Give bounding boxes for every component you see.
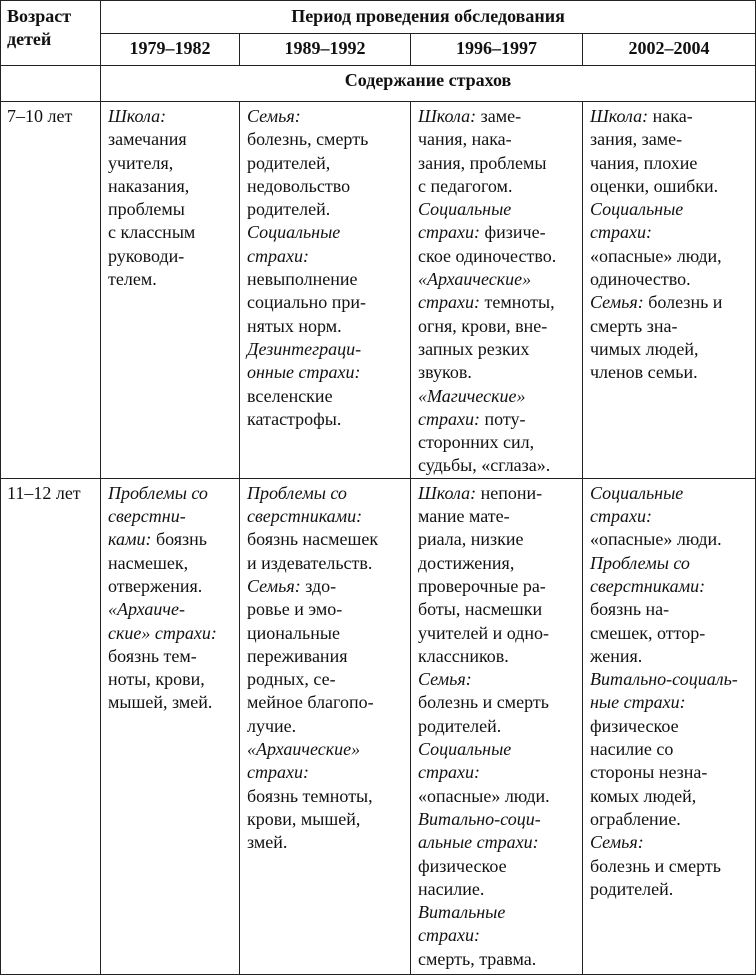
fear-text: родителей.	[590, 878, 674, 899]
cell-line	[590, 268, 751, 291]
cell-line	[418, 431, 578, 454]
fear-text: вселенские	[247, 385, 333, 406]
fear-text: мейное благопо-	[247, 692, 374, 713]
fear-text: учителя,	[108, 152, 174, 173]
fear-text: телем.	[108, 269, 157, 290]
fear-text: смешек, оттор-	[590, 622, 706, 643]
cell-line	[590, 622, 751, 645]
category-label: Социальные	[418, 199, 512, 220]
cell-line	[108, 198, 235, 221]
cell-line	[590, 575, 751, 598]
fear-text: отвержения.	[108, 575, 203, 596]
cell-line	[590, 128, 751, 151]
year-header: 2002–2004	[583, 34, 756, 66]
fears-cell	[411, 102, 583, 479]
age-cell: 7–10 лет	[1, 102, 101, 479]
cell-line	[418, 454, 578, 477]
cell-line	[590, 831, 751, 854]
fear-text: чания, нака-	[418, 129, 512, 150]
fear-text: ское одиночество.	[418, 245, 557, 266]
cell-line	[418, 268, 578, 291]
cell-line	[590, 878, 751, 901]
category-label: сверстниками:	[247, 506, 363, 527]
cell-line	[418, 528, 578, 551]
cell-line	[590, 505, 751, 528]
cell-line	[247, 482, 406, 505]
cell-line	[108, 575, 235, 598]
fear-text: комых людей,	[590, 785, 697, 806]
fear-text: судьбы, «сглаза».	[418, 455, 551, 476]
fear-text: непони-	[476, 482, 543, 503]
category-label: Дезинтеграци-	[247, 338, 362, 359]
fear-text: звуков.	[418, 362, 472, 383]
fears-cell	[240, 102, 411, 479]
cell-line	[590, 738, 751, 761]
cell-line	[247, 245, 406, 268]
fear-text: лучие.	[247, 715, 297, 736]
fear-text: ограбление.	[590, 808, 681, 829]
cell-line	[590, 645, 751, 668]
header-row-fears	[1, 66, 756, 102]
category-label: онные страхи:	[247, 362, 361, 383]
cell-line	[418, 198, 578, 221]
fear-text: наказания,	[108, 175, 190, 196]
cell-line	[108, 552, 235, 575]
fear-text: сторонних сил,	[418, 432, 535, 453]
cell-line	[247, 152, 406, 175]
cell-line	[418, 598, 578, 621]
fear-text: классников.	[418, 645, 509, 666]
cell-line	[590, 221, 751, 244]
cell-line	[247, 808, 406, 831]
header-row-years	[1, 34, 756, 66]
category-label: Школа:	[590, 106, 649, 126]
cell-line	[418, 645, 578, 668]
cell-line	[247, 575, 406, 598]
cell-line	[418, 245, 578, 268]
fears-cell	[583, 478, 756, 974]
category-label: Витально-социаль-	[590, 669, 738, 690]
fear-text: замечания	[108, 129, 187, 150]
fear-text: боязнь	[151, 529, 207, 550]
cell-line	[108, 221, 235, 244]
cell-line	[590, 482, 751, 505]
cell-line	[247, 291, 406, 314]
category-label: «Архаические»	[247, 739, 361, 760]
cell-line	[418, 408, 578, 431]
cell-line	[108, 528, 235, 551]
fear-text: заме-	[476, 106, 522, 126]
cell-line	[108, 245, 235, 268]
fear-text: боязнь на-	[590, 599, 670, 620]
cell-line	[418, 505, 578, 528]
cell-line	[418, 855, 578, 878]
cell-line	[590, 291, 751, 314]
fear-text: смерть, травма.	[418, 948, 537, 969]
cell-line	[247, 528, 406, 551]
cell-line	[418, 785, 578, 808]
cell-line	[590, 528, 751, 551]
fear-text: огня, крови, вне-	[418, 315, 548, 336]
category-label: сверстниками:	[590, 575, 706, 596]
cell-line	[108, 128, 235, 151]
fear-text: запных резких	[418, 338, 530, 359]
cell-line	[418, 105, 578, 128]
cell-line	[108, 645, 235, 668]
cell-line	[590, 808, 751, 831]
cell-line	[247, 831, 406, 854]
fear-text: катастрофы.	[247, 408, 342, 429]
cell-line	[247, 408, 406, 431]
cell-line	[108, 268, 235, 291]
cell-line	[108, 691, 235, 714]
fear-text: чимых людей,	[590, 338, 699, 359]
category-label: ками:	[108, 529, 152, 550]
fear-text: зания, заме-	[590, 129, 683, 150]
category-label: «Архаиче-	[108, 599, 185, 620]
fear-text: физиче-	[479, 222, 546, 243]
period-header: Период проведения обследования	[101, 1, 756, 34]
cell-line	[108, 152, 235, 175]
fear-text: нака-	[648, 106, 693, 126]
category-label: страхи:	[418, 925, 480, 946]
cell-line	[418, 291, 578, 314]
category-label: Семья:	[590, 292, 644, 313]
fears-cell	[101, 102, 240, 479]
cell-line	[247, 268, 406, 291]
category-label: страхи:	[247, 762, 309, 783]
fear-text: змей.	[247, 832, 288, 853]
cell-line	[418, 221, 578, 244]
cell-line	[418, 901, 578, 924]
cell-line	[418, 948, 578, 971]
fear-text: родных, се-	[247, 669, 336, 690]
cell-line	[590, 105, 751, 128]
category-label: страхи:	[247, 245, 309, 266]
fear-text: мание мате-	[418, 506, 510, 527]
cell-line	[418, 152, 578, 175]
fear-text: болезнь и	[643, 292, 723, 313]
category-label: Социальные	[590, 199, 684, 220]
cell-line	[418, 552, 578, 575]
fear-text: здо-	[300, 575, 337, 596]
fear-text: с классным	[108, 222, 196, 243]
fear-text: чания, плохие	[590, 152, 698, 173]
fear-text: циональные	[247, 622, 340, 643]
cell-line	[418, 691, 578, 714]
category-label: «Магические»	[418, 385, 526, 406]
year-header: 1989–1992	[240, 34, 411, 66]
category-label: альные страхи:	[418, 832, 539, 853]
cell-line	[418, 338, 578, 361]
cell-line	[590, 315, 751, 338]
cell-line	[590, 361, 751, 384]
cell-line	[590, 245, 751, 268]
fear-text: насилие.	[418, 878, 485, 899]
fear-text: переживания	[247, 645, 348, 666]
cell-line	[590, 598, 751, 621]
fear-text: боязнь насмешек	[247, 529, 379, 550]
year-header: 1996–1997	[411, 34, 583, 66]
cell-line	[108, 598, 235, 621]
cell-line	[418, 668, 578, 691]
cell-line	[247, 645, 406, 668]
fear-text: родителей.	[418, 715, 502, 736]
cell-line	[418, 482, 578, 505]
fears-cell	[583, 102, 756, 479]
fear-text: проверочные ра-	[418, 575, 546, 596]
fear-text: боязнь тем-	[108, 645, 197, 666]
cell-line	[590, 668, 751, 691]
fears-cell	[240, 478, 411, 974]
cell-line	[418, 738, 578, 761]
cell-line	[590, 785, 751, 808]
cell-line	[108, 668, 235, 691]
category-label: Проблемы со	[108, 482, 208, 503]
cell-line	[590, 761, 751, 784]
fear-text: риала, низкие	[418, 529, 524, 550]
cell-line	[247, 361, 406, 384]
category-label: ские» страхи:	[108, 622, 217, 643]
category-label: Социальные	[590, 482, 684, 503]
table-row	[1, 102, 756, 479]
category-label: страхи:	[418, 762, 480, 783]
fear-text: одиночество.	[590, 269, 691, 290]
fear-text: боты, насмешки	[418, 599, 543, 620]
cell-line	[418, 761, 578, 784]
fear-text: крови, мышей,	[247, 808, 361, 829]
empty-age-cell	[1, 66, 101, 102]
fear-text: темноты,	[479, 292, 555, 313]
cell-line	[418, 175, 578, 198]
category-label: сверстни-	[108, 506, 186, 527]
category-label: страхи:	[590, 506, 652, 527]
cell-line	[108, 622, 235, 645]
category-label: Школа:	[108, 106, 167, 126]
category-label: Социальные	[247, 222, 341, 243]
cell-line	[247, 105, 406, 128]
category-label: Школа:	[418, 106, 477, 126]
category-label: ные страхи:	[590, 692, 686, 713]
cell-line	[418, 878, 578, 901]
fear-text: физическое	[590, 715, 679, 736]
fear-text: родителей.	[247, 199, 331, 220]
fear-text: учителей и одно-	[418, 622, 550, 643]
cell-line	[247, 552, 406, 575]
fears-content-header: Содержание страхов	[101, 66, 756, 102]
fear-text: мышей, змей.	[108, 692, 213, 713]
category-label: страхи:	[590, 222, 652, 243]
category-label: «Архаические»	[418, 269, 532, 290]
fear-text: болезнь и смерть	[418, 692, 549, 713]
cell-line	[247, 385, 406, 408]
cell-line	[590, 152, 751, 175]
fear-text: родителей,	[247, 152, 331, 173]
fear-text: руководи-	[108, 245, 185, 266]
cell-line	[247, 668, 406, 691]
cell-line	[590, 552, 751, 575]
cell-line	[418, 831, 578, 854]
fear-text: нятых норм.	[247, 315, 342, 336]
cell-line	[590, 855, 751, 878]
cell-line	[247, 715, 406, 738]
cell-line	[418, 715, 578, 738]
cell-line	[418, 924, 578, 947]
category-label: страхи:	[418, 408, 480, 429]
category-label: Семья:	[247, 106, 301, 126]
cell-line	[247, 622, 406, 645]
cell-line	[418, 361, 578, 384]
age-column-header	[1, 1, 101, 66]
fear-text: проблемы	[108, 199, 185, 220]
cell-line	[247, 691, 406, 714]
cell-line	[247, 505, 406, 528]
cell-line	[590, 175, 751, 198]
cell-line	[247, 761, 406, 784]
fear-text: социально при-	[247, 292, 366, 313]
cell-line	[108, 505, 235, 528]
cell-line	[247, 198, 406, 221]
fear-text: поту-	[479, 408, 526, 429]
fear-text: болезнь, смерть	[247, 129, 369, 150]
category-label: Семья:	[247, 575, 301, 596]
fear-text: боязнь темноты,	[247, 785, 373, 806]
fear-text: ноты, крови,	[108, 669, 205, 690]
category-label: Проблемы со	[590, 552, 690, 573]
category-label: Витальные	[418, 902, 506, 923]
category-label: Витально-соци-	[418, 808, 541, 829]
cell-line	[418, 575, 578, 598]
age-header-line: детей	[7, 29, 52, 49]
cell-line	[247, 598, 406, 621]
cell-line	[108, 482, 235, 505]
fear-text: достижения,	[418, 552, 515, 573]
cell-line	[590, 198, 751, 221]
fear-text: зания, проблемы	[418, 152, 547, 173]
cell-line	[247, 315, 406, 338]
year-header: 1979–1982	[101, 34, 240, 66]
fear-text: болезнь и смерть	[590, 855, 721, 876]
fear-text: невыполнение	[247, 269, 358, 290]
fear-text: с педагогом.	[418, 175, 513, 196]
cell-line	[247, 175, 406, 198]
cell-line	[590, 691, 751, 714]
table-row	[1, 478, 756, 974]
age-cell: 11–12 лет	[1, 478, 101, 974]
fear-text: и издевательств.	[247, 552, 373, 573]
fear-text: физическое	[418, 855, 507, 876]
fear-text: насилие со	[590, 739, 674, 760]
category-label: Социальные	[418, 739, 512, 760]
cell-line	[247, 338, 406, 361]
header-row-period	[1, 1, 756, 34]
cell-line	[247, 738, 406, 761]
cell-line	[247, 128, 406, 151]
category-label: страхи:	[418, 292, 480, 313]
cell-line	[108, 175, 235, 198]
fear-text: смерть зна-	[590, 315, 678, 336]
fear-text: «опасные» люди,	[590, 245, 722, 266]
category-label: страхи:	[418, 222, 480, 243]
fear-text: насмешек,	[108, 552, 189, 573]
category-label: Семья:	[590, 832, 644, 853]
fear-text: «опасные» люди.	[418, 785, 550, 806]
cell-line	[108, 105, 235, 128]
cell-line	[418, 622, 578, 645]
fear-text: жения.	[590, 645, 643, 666]
cell-line	[590, 715, 751, 738]
fear-text: «опасные» люди.	[590, 529, 722, 550]
fear-text: ровье и эмо-	[247, 599, 343, 620]
fear-text: членов семьи.	[590, 362, 698, 383]
fears-cell	[101, 478, 240, 974]
fear-text: оценки, ошибки.	[590, 175, 719, 196]
fear-text: стороны незна-	[590, 762, 708, 783]
cell-line	[418, 808, 578, 831]
fears-cell	[411, 478, 583, 974]
cell-line	[418, 128, 578, 151]
age-header-line: Возраст	[7, 6, 72, 26]
cell-line	[418, 315, 578, 338]
category-label: Школа:	[418, 482, 477, 503]
cell-line	[590, 338, 751, 361]
cell-line	[418, 385, 578, 408]
cell-line	[247, 221, 406, 244]
category-label: Проблемы со	[247, 482, 347, 503]
cell-line	[247, 785, 406, 808]
fear-text: недовольство	[247, 175, 351, 196]
category-label: Семья:	[418, 669, 472, 690]
